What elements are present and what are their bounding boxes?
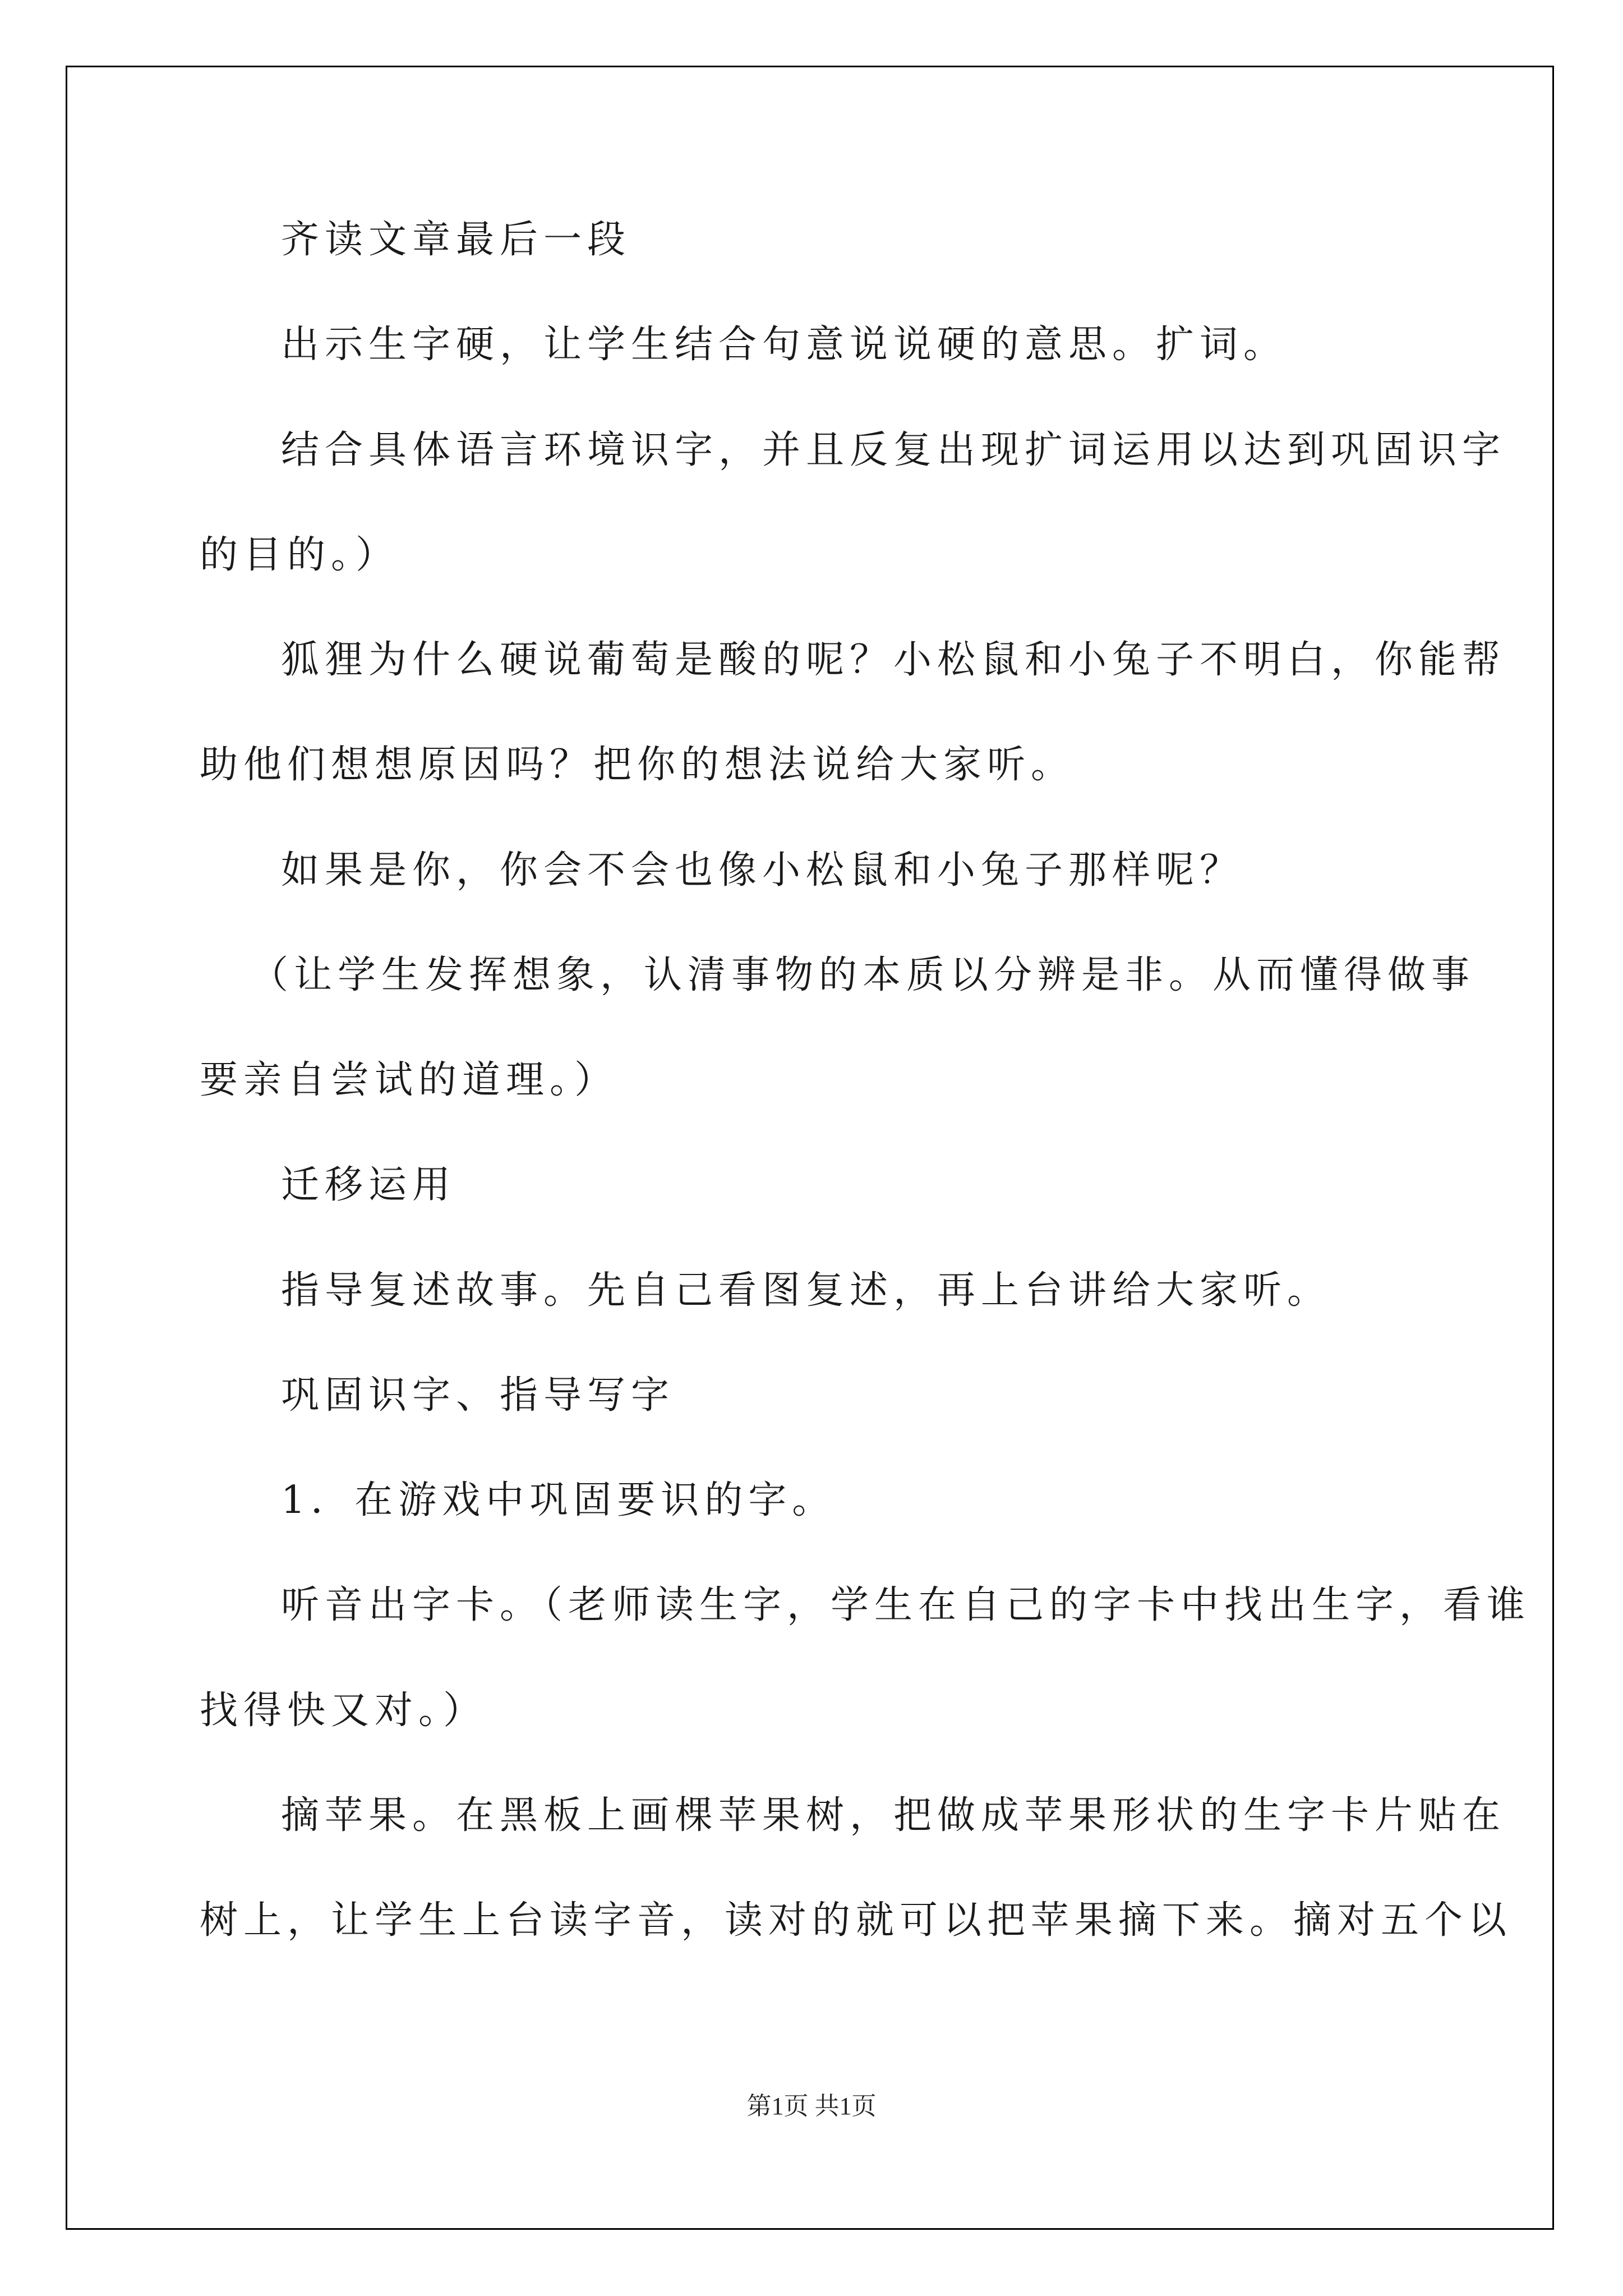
list-item: 1．在游戏中巩固要识的字。 xyxy=(281,1478,836,1522)
section-heading: 迁移运用 xyxy=(281,1163,457,1207)
paragraph-line: 出示生字硬，让学生结合句意说说硬的意思。扩词。 xyxy=(281,323,1288,367)
paragraph-line: 的目的。） xyxy=(200,533,400,577)
paragraph-line: 摘苹果。在黑板上画棵苹果树，把做成苹果形状的生字卡片贴在 xyxy=(281,1793,1506,1838)
paragraph-line: （让学生发挥想象，认清事物的本质以分辨是非。从而懂得做事 xyxy=(250,953,1476,997)
paragraph-line: 找得快又对。） xyxy=(200,1688,487,1733)
section-heading: 巩固识字、指导写字 xyxy=(281,1373,675,1418)
paragraph-line: 结合具体语言环境识字，并且反复出现扩词运用以达到巩固识字 xyxy=(281,428,1506,472)
paragraph-line: 如果是你，你会不会也像小松鼠和小兔子那样呢？ xyxy=(281,848,1244,892)
paragraph-line: 齐读文章最后一段 xyxy=(281,218,631,262)
paragraph-line: 指导复述故事。先自己看图复述，再上台讲给大家听。 xyxy=(281,1268,1331,1313)
paragraph-line: 听音出字卡。（老师读生字，学生在自己的字卡中找出生字，看谁 xyxy=(281,1583,1531,1627)
page-number-footer: 第1页 共1页 xyxy=(746,2092,877,2120)
paragraph-line: 狐狸为什么硬说葡萄是酸的呢？小松鼠和小兔子不明白，你能帮 xyxy=(281,638,1506,682)
paragraph-line: 助他们想想原因吗？把你的想法说给大家听。 xyxy=(200,743,1075,787)
paragraph-line: 要亲自尝试的道理。） xyxy=(200,1058,619,1102)
paragraph-line: 树上，让学生上台读字音，读对的就可以把苹果摘下来。摘对五个以 xyxy=(200,1898,1513,1943)
